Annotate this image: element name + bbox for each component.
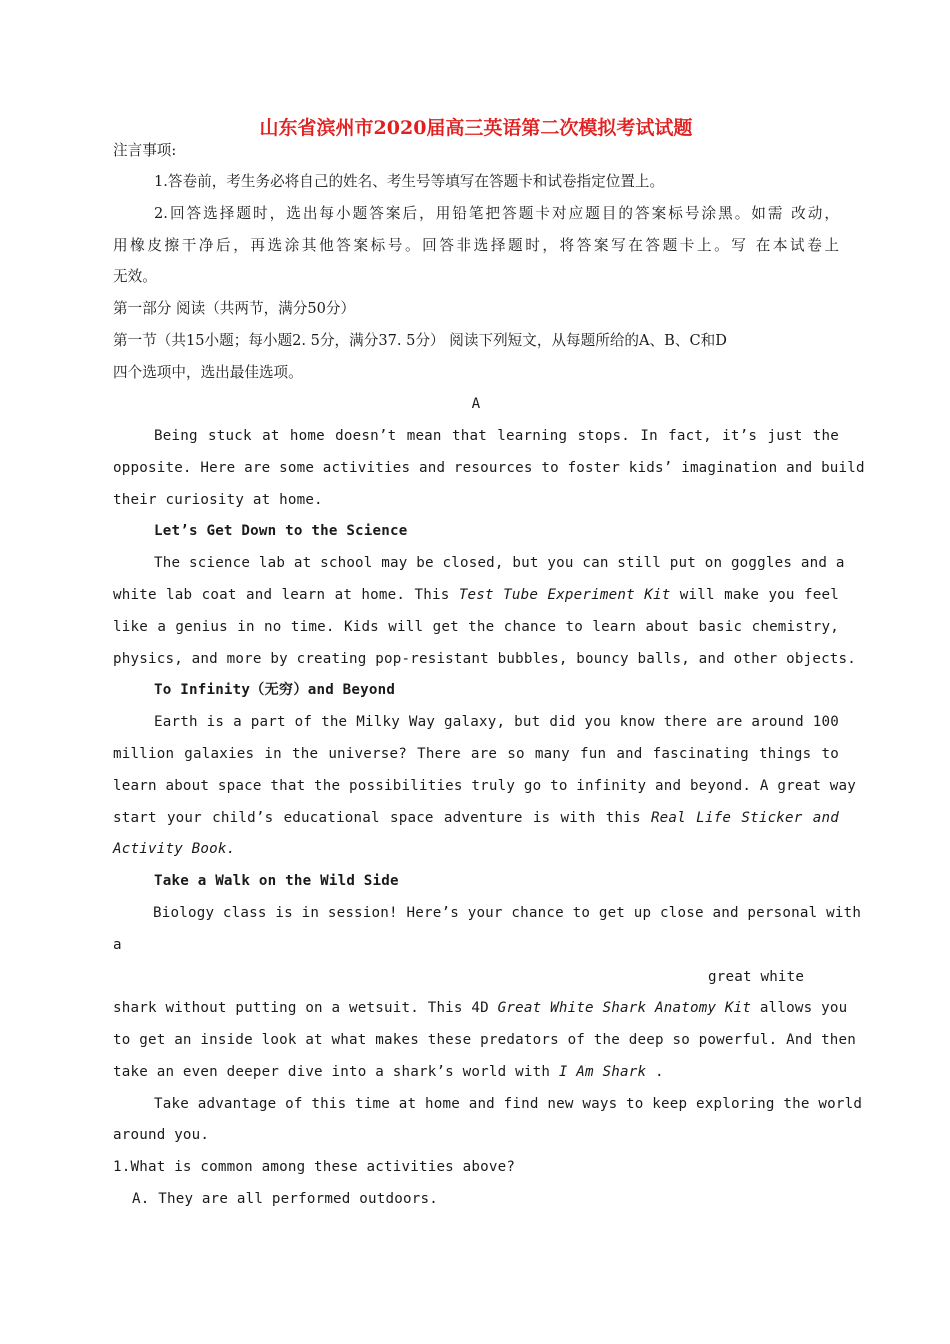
book-title-sticker: Real Life Sticker and: [650, 810, 839, 826]
science-line-3: like a genius in no time. Kids will get the chance to learn about basic chemistry,: [113, 619, 839, 635]
section-instruction-line-1: 第一节（共15小题；每小题2. 5分，满分37. 5分） 阅读下列短文，从每题所给的A、B、C和D: [113, 332, 727, 349]
science-line-2: white lab coat and learn at home. This Test Tube Experiment Kit will make you feel: [113, 587, 839, 603]
kit-title-shark: Great White Shark Anatomy Kit: [497, 1000, 752, 1016]
closing-line-2: around you.: [113, 1127, 210, 1143]
notice-item-2-line-1: 2.回答选择题时，选出每小题答案后，用铅笔把答题卡对应题目的答案标号涂黑。如需 改动，: [154, 205, 839, 222]
science-heading: Let’s Get Down to the Science: [154, 523, 408, 539]
kit-title-test-tube: Test Tube Experiment Kit: [458, 587, 671, 603]
wild-line-2: a: [113, 937, 122, 953]
notice-item-2-line-3: 无效。: [113, 268, 157, 285]
wild-line-5: to get an inside look at what makes these predators of the deep so powerful. And then: [113, 1032, 857, 1048]
section-instruction-line-2: 四个选项中，选出最佳选项。: [113, 364, 303, 381]
wild-line-4: shark without putting on a wetsuit. This 4D Great White Shark Anatomy Kit allows you: [113, 1000, 848, 1016]
space-heading: To Infinity（无穷）and Beyond: [154, 682, 396, 698]
space-line-4: start your child’s educational space adventure is with this Real Life Sticker and: [113, 810, 839, 826]
intro-line-2: opposite. Here are some activities and resources to foster kids’ imagination and build: [113, 460, 865, 476]
intro-line-3: their curiosity at home.: [113, 492, 323, 508]
question-1-option-a: A. They are all performed outdoors.: [132, 1191, 438, 1207]
part-heading: 第一部分 阅读（共两节，满分50分）: [113, 300, 356, 317]
space-line-5: [113, 838, 235, 860]
notice-heading: 注言事项:: [113, 142, 177, 159]
book-title-activity: Activity Book.: [113, 841, 236, 857]
question-1-stem: 1.What is common among these activities above?: [113, 1159, 516, 1175]
space-line-2: million galaxies in the universe? There are so many fun and fascinating things to: [113, 746, 839, 762]
notice-item-2-line-2: 用橡皮擦干净后，再选涂其他答案标号。回答非选择题时，将答案写在答题卡上。写 在本试卷上: [113, 237, 839, 254]
page-title: 山东省滨州市2020届高三英语第二次模拟考试试题: [259, 117, 693, 139]
wild-line-6: take an even deeper dive into a shark’s world with I Am Shark .: [113, 1064, 664, 1080]
closing-line-1: Take advantage of this time at home and find new ways to keep exploring the world: [154, 1096, 863, 1112]
space-line-3: learn about space that the possibilities truly go to infinity and beyond. A great way: [113, 778, 857, 794]
science-line-4: physics, and more by creating pop-resistant bubbles, bouncy balls, and other objects.: [113, 651, 857, 667]
science-line-1: The science lab at school may be closed, but you can still put on goggles and a: [154, 555, 845, 571]
notice-item-1: 1.答卷前，考生务必将自己的姓名、考生号等填写在答题卡和试卷指定位置上。: [154, 173, 665, 190]
passage-label: A: [471, 396, 481, 412]
wild-line-3: great white: [708, 969, 805, 985]
intro-line-1: Being stuck at home doesn’t mean that learning stops. In fact, it’s just the: [154, 428, 839, 444]
space-line-1: Earth is a part of the Milky Way galaxy, but did you know there are around 100: [154, 714, 839, 730]
wild-line-1: Biology class is in session! Here’s your chance to get up close and personal with: [153, 905, 862, 921]
book-title-shark: I Am Shark: [558, 1064, 647, 1080]
wild-heading: Take a Walk on the Wild Side: [154, 873, 399, 889]
